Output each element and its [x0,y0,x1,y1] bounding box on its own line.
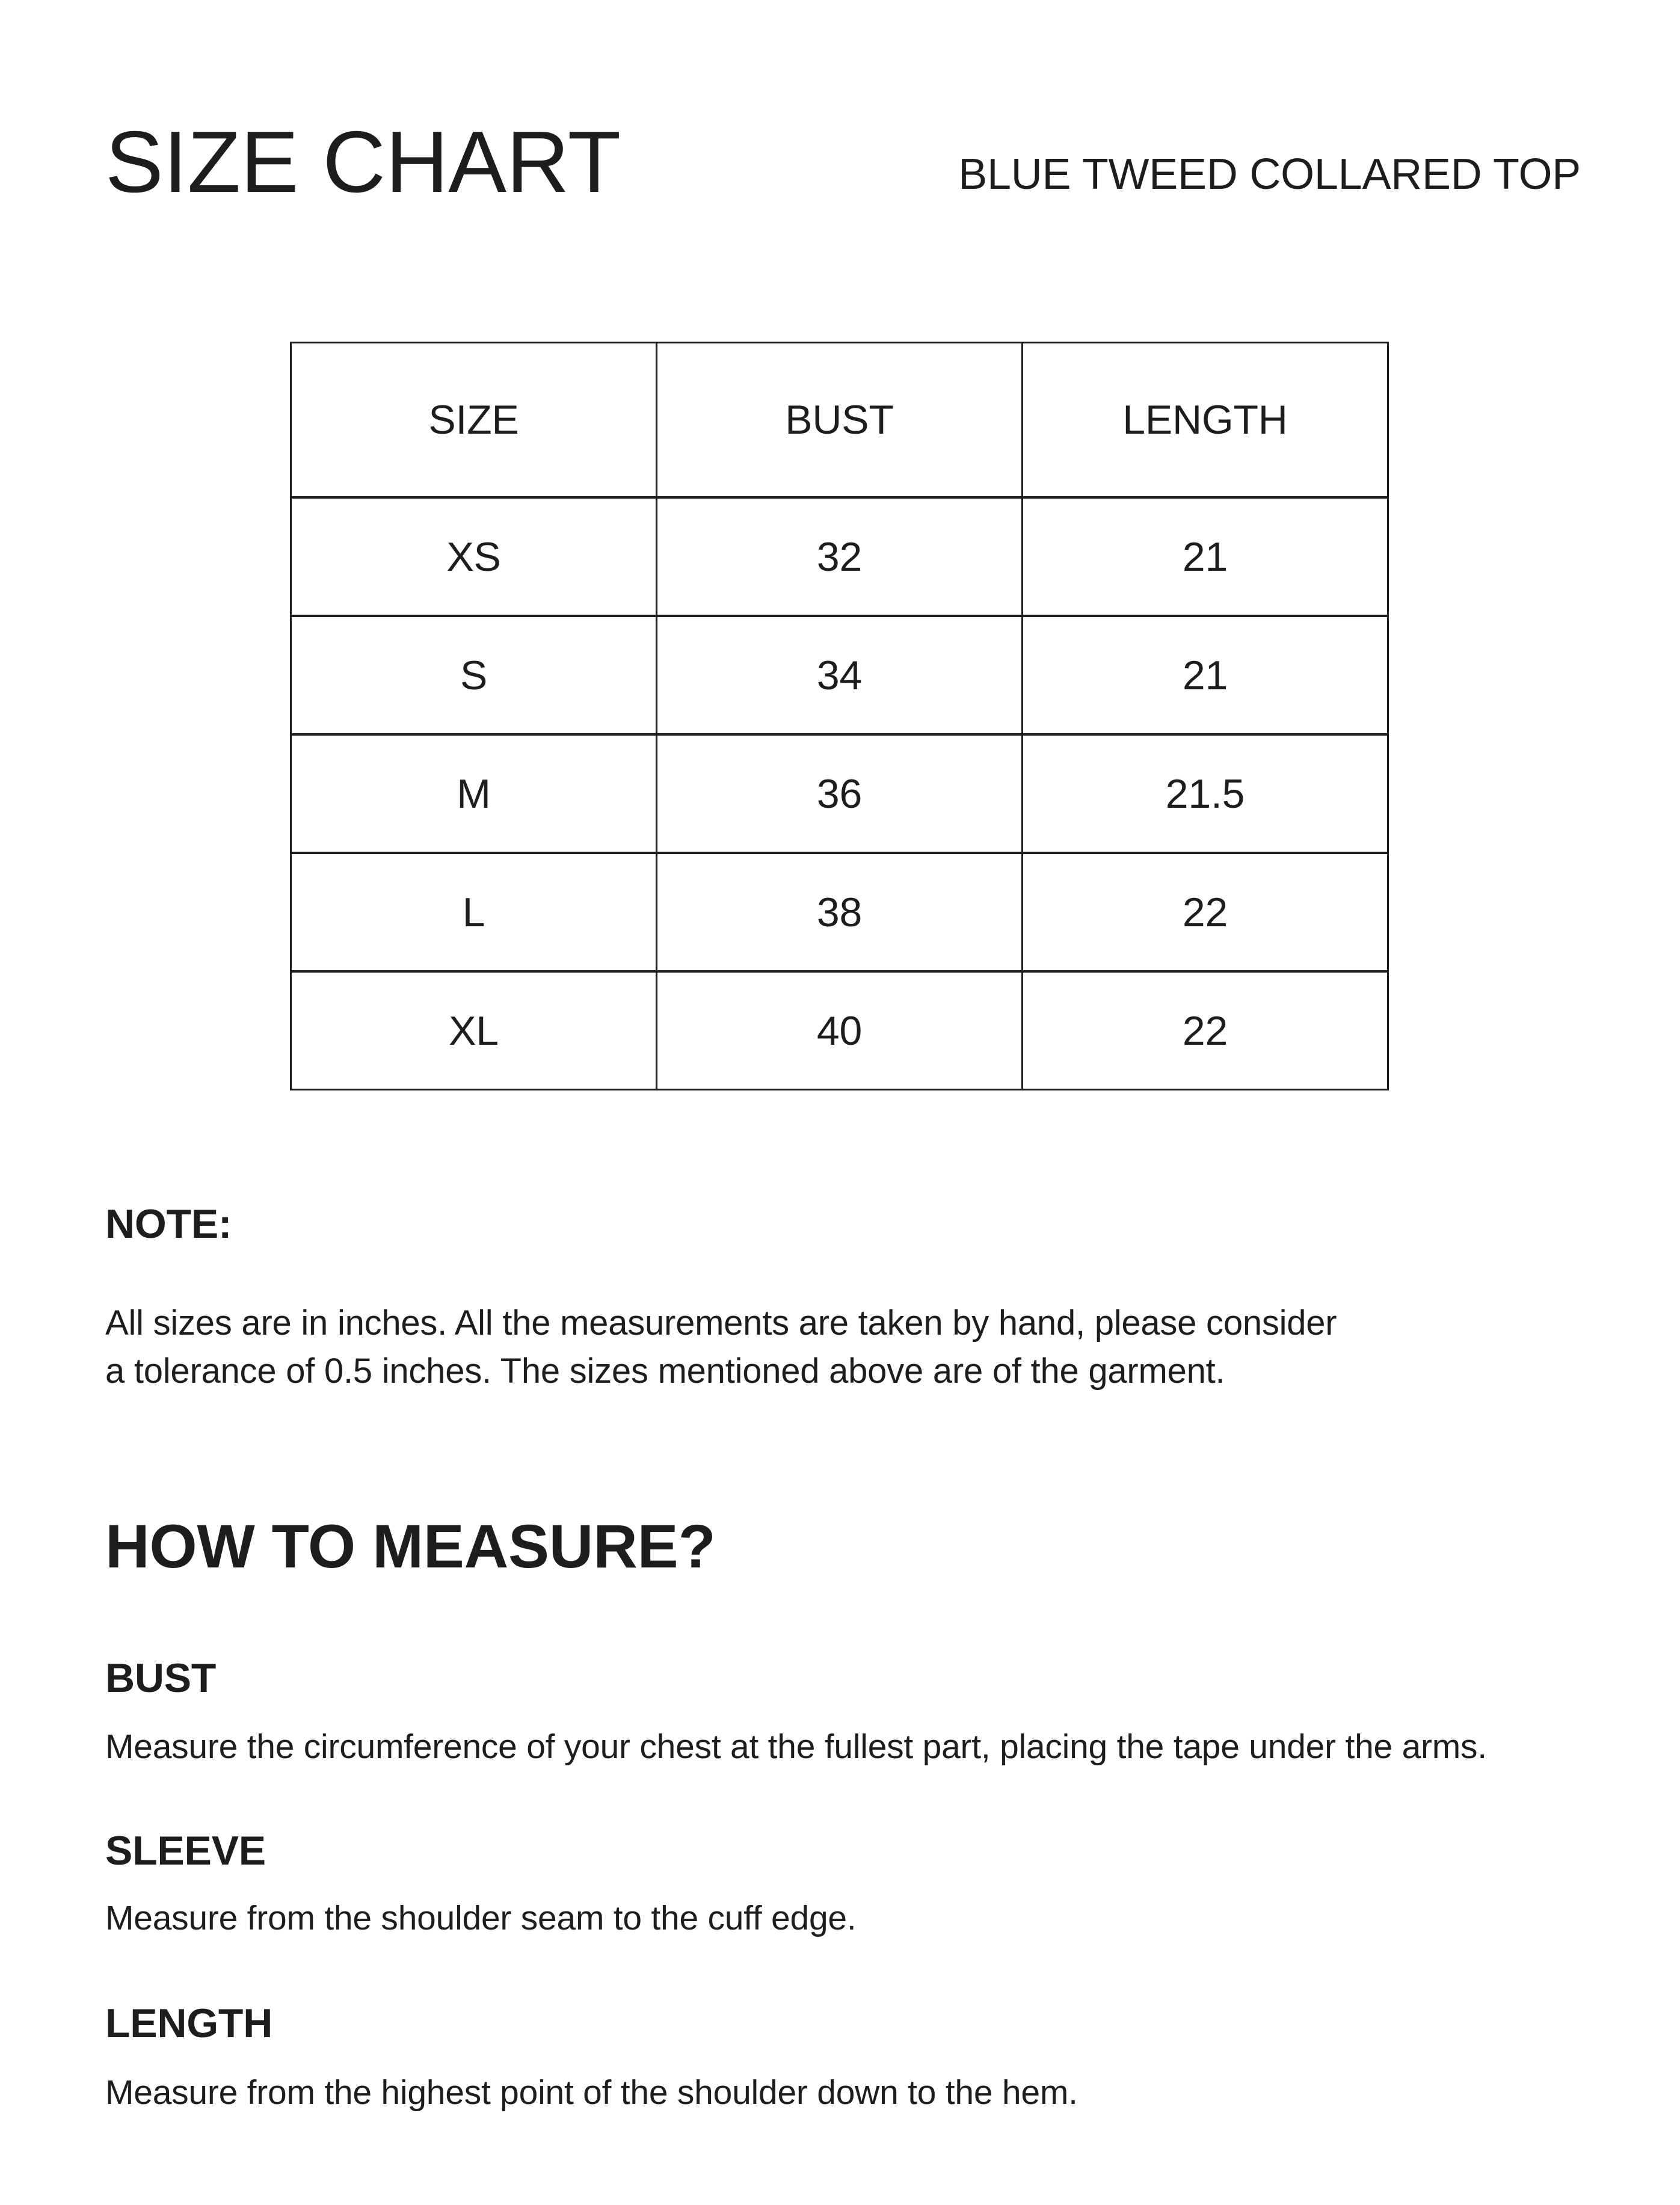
cell-size: XL [291,971,657,1090]
cell-bust: 34 [657,616,1023,734]
cell-length: 22 [1023,853,1388,971]
how-to-measure-heading: HOW TO MEASURE? [105,1512,716,1581]
table-row-l [291,853,1388,971]
table-row-m [291,734,1388,853]
measure-section-desc-bust: Measure the circumference of your chest at the fullest part, placing the tape under the arms. [105,1727,1487,1766]
column-header-bust: BUST [657,343,1023,498]
cell-length: 22 [1023,971,1388,1090]
size-table-header-row [291,343,1388,498]
cell-bust: 38 [657,853,1023,971]
measure-section-label-sleeve: SLEEVE [105,1828,266,1874]
note-text [105,1299,1337,1395]
measure-section-desc-length: Measure from the highest point of the shoulder down to the hem. [105,2073,1078,2112]
measure-section-desc-sleeve: Measure from the shoulder seam to the cuff edge. [105,1899,857,1937]
measure-section-label-bust: BUST [105,1655,217,1701]
cell-bust: 40 [657,971,1023,1090]
product-name: BLUE TWEED COLLARED TOP [958,150,1581,198]
note-line-2: a tolerance of 0.5 inches. The sizes mentioned above are of the garment. [105,1352,1225,1391]
cell-size: L [291,853,657,971]
column-header-length: LENGTH [1023,343,1388,498]
size-table [290,342,1389,1090]
cell-length: 21.5 [1023,734,1388,853]
cell-size: XS [291,497,657,616]
column-header-size: SIZE [291,343,657,498]
note-heading: NOTE: [105,1201,232,1247]
measure-section-label-length: LENGTH [105,2000,273,2046]
table-row-s [291,616,1388,734]
size-table-body [291,497,1388,1090]
cell-bust: 36 [657,734,1023,853]
cell-size: S [291,616,657,734]
cell-length: 21 [1023,497,1388,616]
size-table-header [291,343,1388,498]
cell-length: 21 [1023,616,1388,734]
page-title: SIZE CHART [105,113,621,211]
cell-size: M [291,734,657,853]
table-row-xs [291,497,1388,616]
cell-bust: 32 [657,497,1023,616]
table-row-xl [291,971,1388,1090]
note-line-1: All sizes are in inches. All the measurements are taken by hand, please consider [105,1303,1337,1342]
